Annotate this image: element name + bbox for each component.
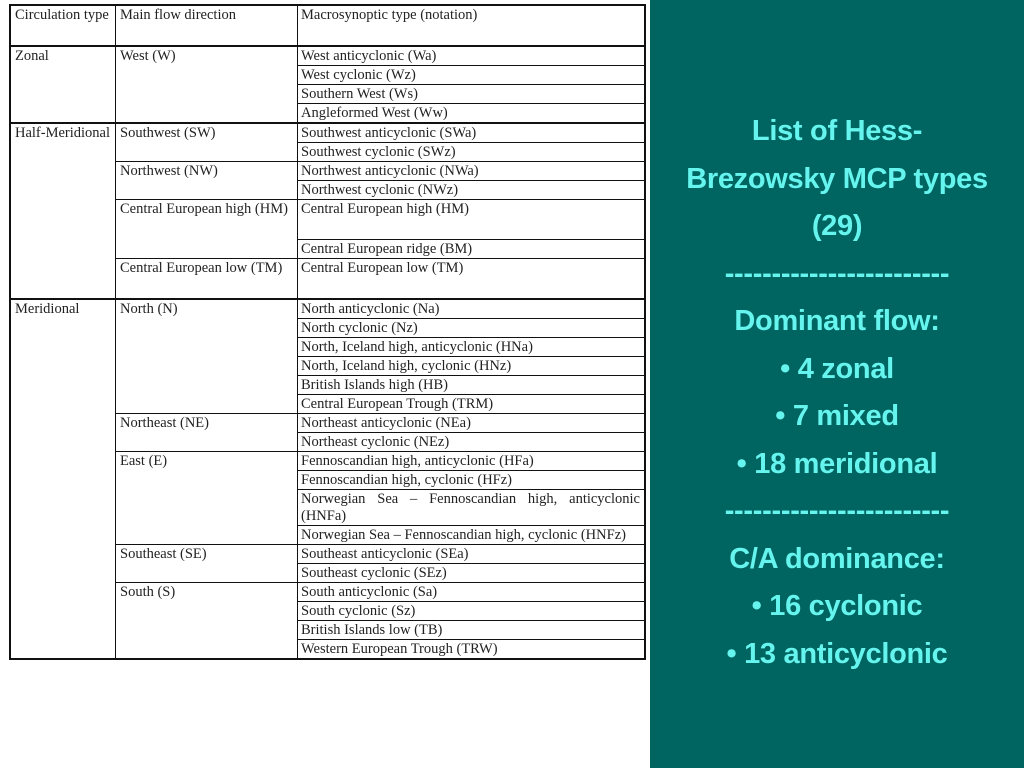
macrosynoptic-type-cell: Northwest cyclonic (NWz): [298, 181, 646, 200]
macrosynoptic-type-cell: Western European Trough (TRW): [298, 640, 646, 660]
macrosynoptic-type-cell: Southeast anticyclonic (SEa): [298, 545, 646, 564]
macrosynoptic-type-cell: Fennoscandian high, cyclonic (HFz): [298, 471, 646, 490]
macrosynoptic-type-cell: West cyclonic (Wz): [298, 66, 646, 85]
macrosynoptic-type-cell: Southwest anticyclonic (SWa): [298, 123, 646, 143]
macrosynoptic-type-cell: Northeast anticyclonic (NEa): [298, 414, 646, 433]
macrosynoptic-type-cell: Southern West (Ws): [298, 85, 646, 104]
flow-direction-cell: Central European low (TM): [116, 259, 298, 300]
macrosynoptic-type-cell: North, Iceland high, cyclonic (HNz): [298, 357, 646, 376]
macrosynoptic-type-cell: British Islands high (HB): [298, 376, 646, 395]
summary-panel: [650, 0, 1024, 768]
header-main-flow-direction: Main flow direction: [116, 5, 298, 46]
flow-direction-cell: Southwest (SW): [116, 123, 298, 162]
circulation-type-cell: Meridional: [10, 299, 116, 659]
flow-item-meridional: • 18 meridional: [736, 447, 938, 480]
macrosynoptic-type-cell: Central European high (HM): [298, 200, 646, 240]
macrosynoptic-type-cell: Central European Trough (TRM): [298, 395, 646, 414]
macrosynoptic-type-cell: North, Iceland high, anticyclonic (HNa): [298, 338, 646, 357]
flow-direction-cell: Northwest (NW): [116, 162, 298, 200]
macrosynoptic-type-cell: South cyclonic (Sz): [298, 602, 646, 621]
header-circulation-type: Circulation type: [10, 5, 116, 46]
title-line-2: Brezowsky MCP types: [686, 162, 988, 195]
flow-item-mixed: • 7 mixed: [775, 400, 899, 432]
macrosynoptic-type-cell: Central European ridge (BM): [298, 240, 646, 259]
macrosynoptic-type-cell: Central European low (TM): [298, 259, 646, 300]
table-header-row: [10, 5, 645, 46]
macrosynoptic-type-cell: North cyclonic (Nz): [298, 319, 646, 338]
flow-direction-cell: North (N): [116, 299, 298, 414]
macrosynoptic-type-cell: Angleformed West (Ww): [298, 104, 646, 124]
title-line-1: List of Hess-: [751, 115, 923, 147]
flow-direction-cell: West (W): [116, 46, 298, 123]
flow-direction-cell: Southeast (SE): [116, 545, 298, 583]
separator-2: ------------------------: [724, 495, 950, 527]
macrosynoptic-type-cell: Southeast cyclonic (SEz): [298, 564, 646, 583]
title-line-3: (29): [811, 210, 863, 242]
ca-item-cyclonic: • 16 cyclonic: [751, 590, 923, 622]
flow-heading: Dominant flow:: [734, 305, 940, 337]
flow-direction-cell: Northeast (NE): [116, 414, 298, 452]
circulation-type-cell: Half-Meridional: [10, 123, 116, 299]
flow-item-zonal: • 4 zonal: [780, 352, 894, 385]
flow-direction-cell: Central European high (HM): [116, 200, 298, 259]
macrosynoptic-type-cell: British Islands low (TB): [298, 621, 646, 640]
ca-item-anticyclonic: • 13 anticyclonic: [726, 637, 948, 670]
circulation-type-cell: Zonal: [10, 46, 116, 123]
table-row: [10, 299, 645, 319]
summary-text: [650, 108, 1024, 678]
header-macrosynoptic-type: Macrosynoptic type (notation): [298, 5, 646, 46]
ca-heading: C/A dominance:: [729, 542, 945, 575]
table-row: [10, 123, 645, 143]
macrosynoptic-type-cell: Northeast cyclonic (NEz): [298, 433, 646, 452]
hess-brezowsky-table: [9, 4, 646, 660]
macrosynoptic-type-cell: North anticyclonic (Na): [298, 299, 646, 319]
flow-direction-cell: South (S): [116, 583, 298, 660]
macrosynoptic-type-cell: Norwegian Sea – Fennoscandian high, cyclonic (HNFz): [298, 526, 646, 545]
flow-direction-cell: East (E): [116, 452, 298, 545]
macrosynoptic-type-cell: South anticyclonic (Sa): [298, 583, 646, 602]
macrosynoptic-type-cell: Norwegian Sea – Fennoscandian high, anticyclonic (HNFa): [298, 490, 646, 526]
table-row: [10, 46, 645, 66]
separator-1: ------------------------: [724, 257, 950, 290]
macrosynoptic-type-cell: Northwest anticyclonic (NWa): [298, 162, 646, 181]
macrosynoptic-type-cell: Southwest cyclonic (SWz): [298, 143, 646, 162]
macrosynoptic-type-cell: Fennoscandian high, anticyclonic (HFa): [298, 452, 646, 471]
macrosynoptic-type-cell: West anticyclonic (Wa): [298, 46, 646, 66]
